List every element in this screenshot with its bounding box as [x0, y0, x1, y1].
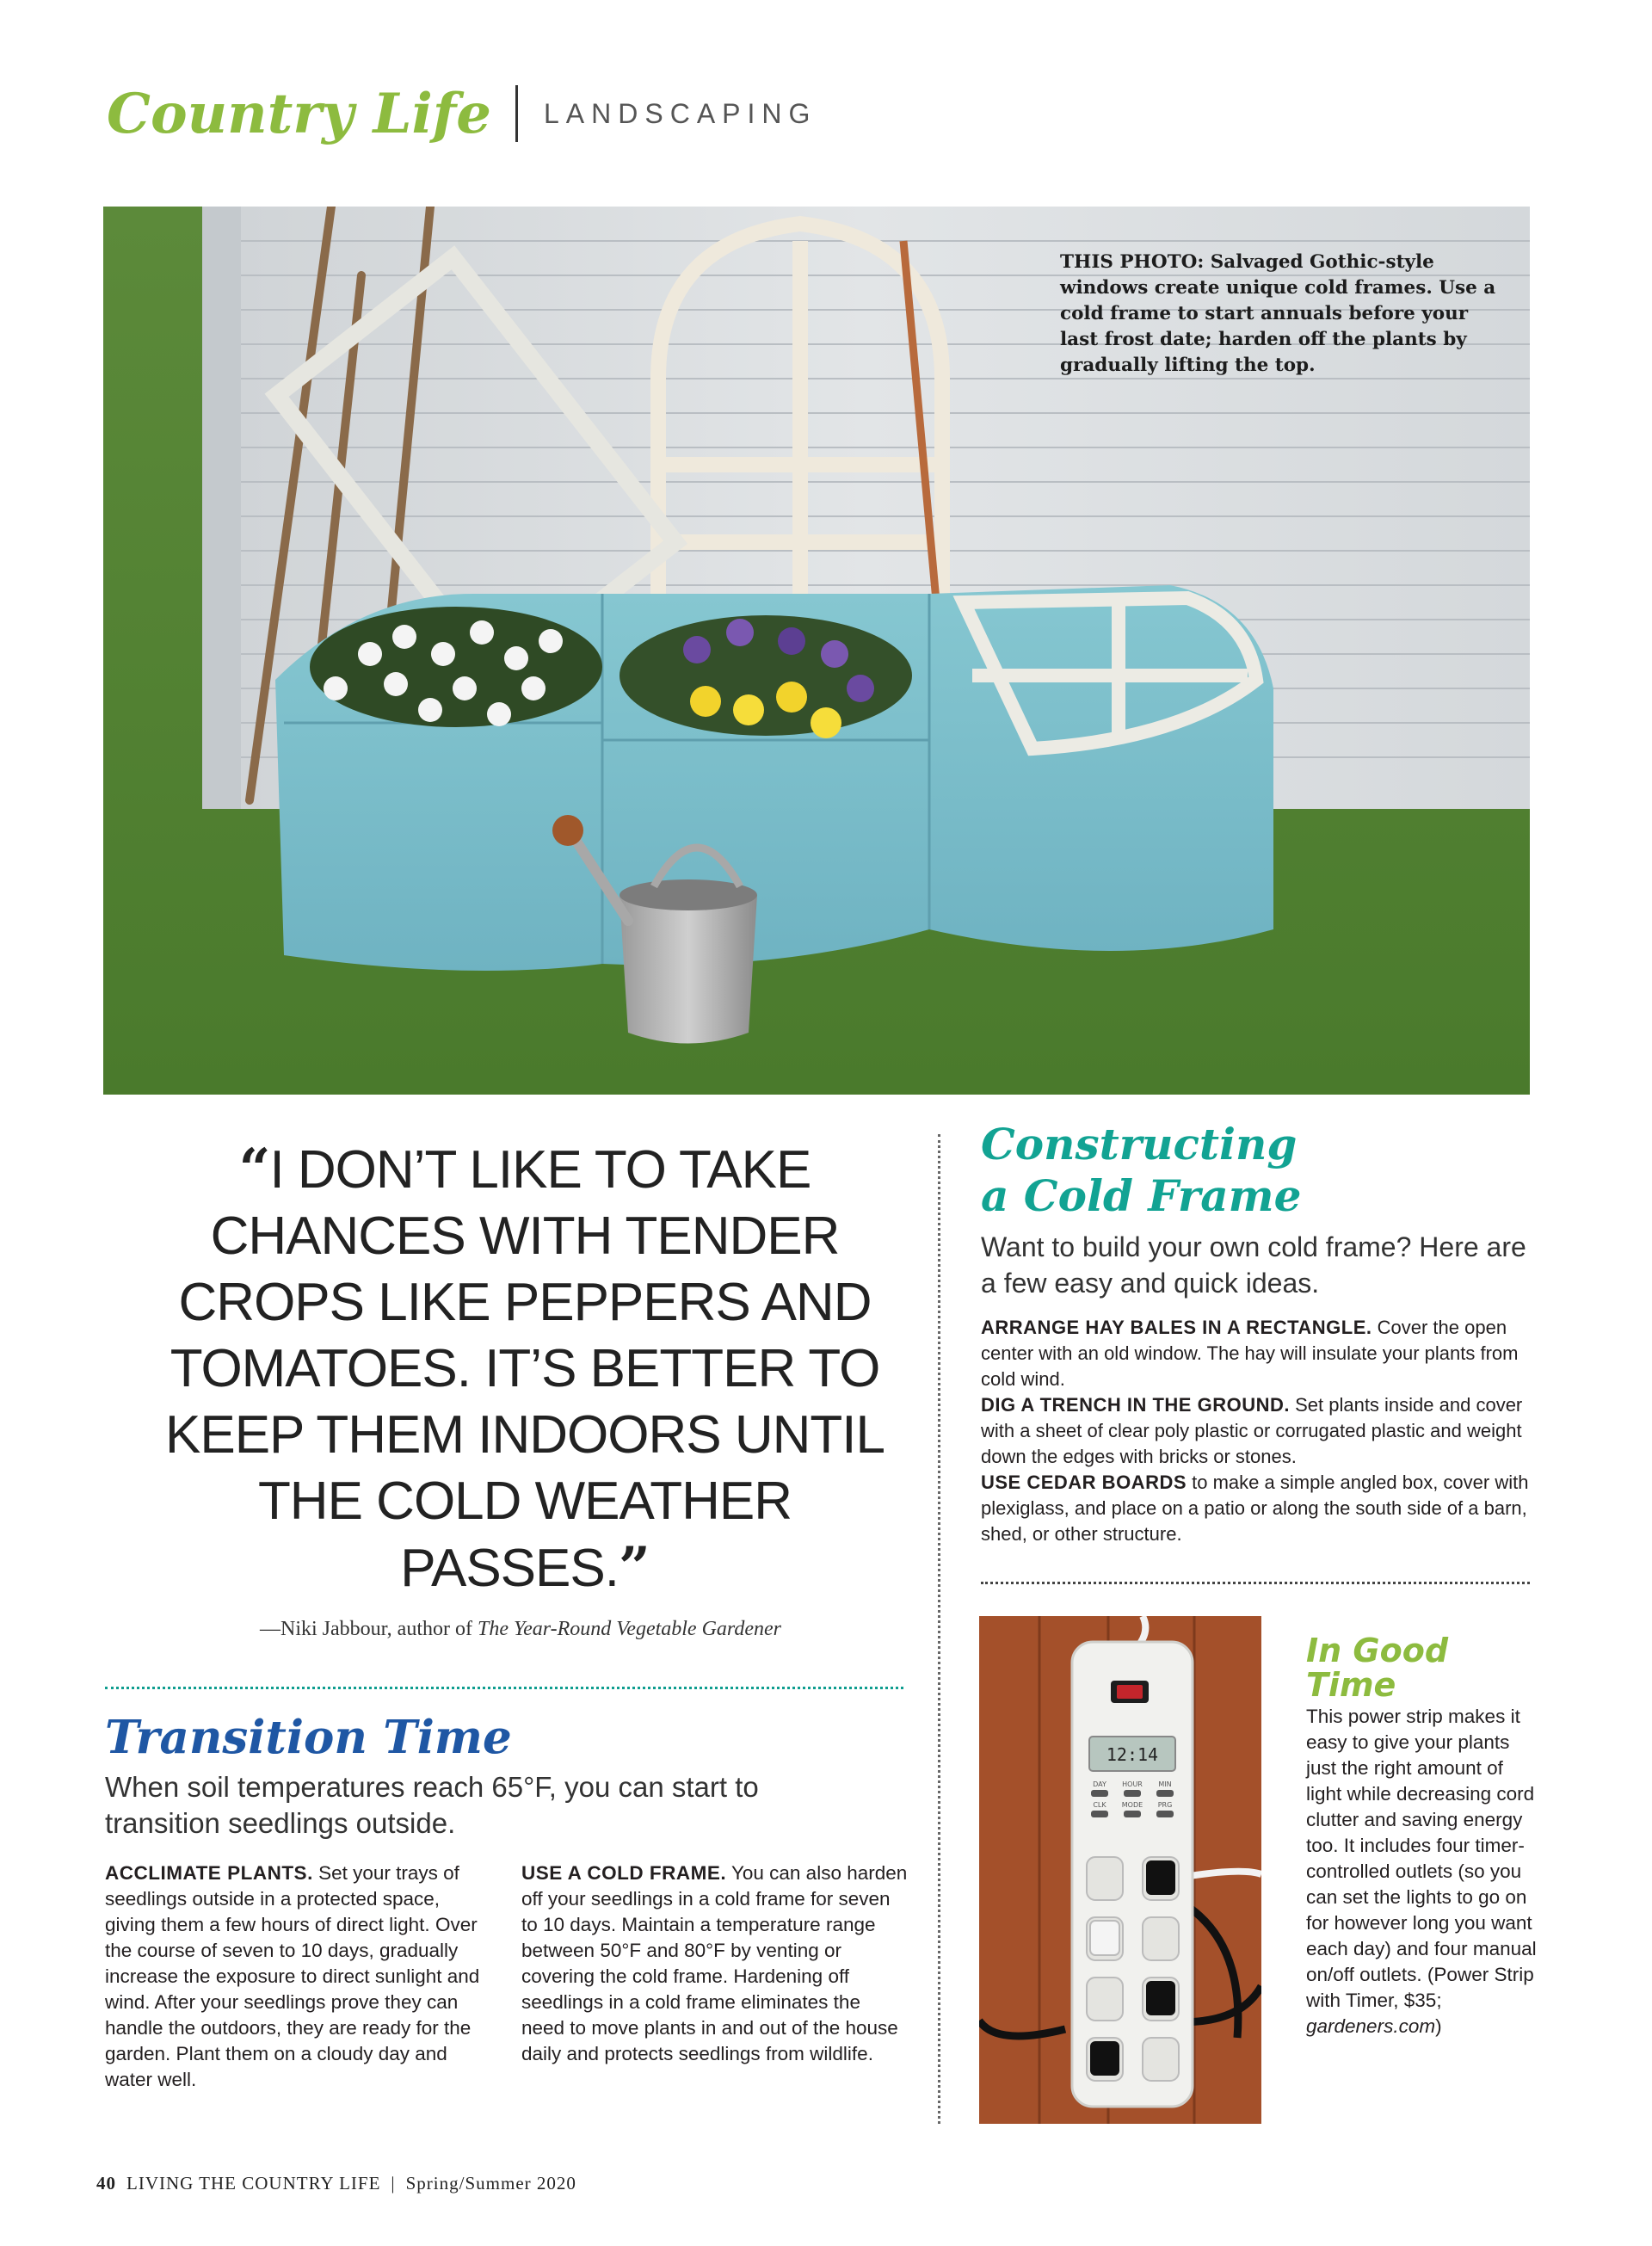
power-strip-photo [979, 1616, 1261, 2124]
button-label: PRG [1157, 1801, 1173, 1809]
button-label: MIN [1158, 1780, 1172, 1788]
list-item [981, 1392, 1540, 1470]
button-label: HOUR [1122, 1780, 1143, 1788]
section-label: LANDSCAPING [544, 97, 817, 129]
list-item [981, 1315, 1540, 1392]
transition-column-2 [521, 1860, 909, 2067]
power-strip-illustration [979, 1616, 1261, 2124]
brand-logo: Country Life [107, 81, 491, 146]
good-time-text: This power strip makes it easy to give your plants just the right amount of light while decreasing cord clutter and saving energy too. It includes four timer-controlled outlets (so you can set the lights to go on for however long you want each day) and four manual on/off outlets. (Power Strip with Timer, $35; [1306, 1706, 1537, 2011]
page-footer [96, 2173, 576, 2194]
photo-caption: THIS PHOTO: Salvaged Gothic-style windows create unique cold frames. Use a cold frame to start annuals before your last frost date; harden off the plants by gradually lifting the top. [1060, 251, 1496, 376]
column-divider [938, 1134, 940, 2124]
good-time-link[interactable]: gardeners.com [1306, 2015, 1436, 2037]
magazine-name: LIVING THE COUNTRY LIFE [126, 2173, 381, 2194]
good-time-body [1306, 1704, 1538, 2039]
issue-date: Spring/Summer 2020 [405, 2173, 576, 2194]
header-divider [515, 85, 518, 142]
list-item-lead: DIG A TRENCH IN THE GROUND. [981, 1394, 1290, 1416]
button-label: CLK [1093, 1801, 1106, 1809]
cold-frame-title-line-2: a Cold Frame [981, 1170, 1302, 1221]
column-1-text: Set your trays of seedlings outside in a protected space, giving them a few hours of direct light. Over the course of seven to 10 days, gradually increase the exposure to direct sunlight and wind. After your seedlings prove they can handle the outdoors, they are ready for the garden. Plant them on a cloudy day and water well. [105, 1862, 480, 2090]
cold-frame-title [981, 1119, 1301, 1222]
attribution-book-title: The Year-Round Vegetable Gardener [477, 1618, 782, 1640]
open-quote-mark: “ [238, 1137, 270, 1201]
footer-divider: | [391, 2173, 396, 2194]
page-number: 40 [96, 2173, 116, 2194]
pull-quote [129, 1136, 921, 1601]
cold-frame-deck: Want to build your own cold frame? Here are a few easy and quick ideas. [981, 1231, 1526, 1299]
cold-frame-title-line-1: Constructing [981, 1119, 1298, 1169]
transition-title: Transition Time [105, 1711, 512, 1764]
quote-text: I DON’T LIKE TO TAKE CHANCES WITH TENDER CROPS LIKE PEPPERS AND TOMATOES. IT’S BETTER TO KEEP THEM INDOORS UNTIL THE COLD WEATHER PASSES. [165, 1140, 885, 1598]
cold-frame-list [981, 1315, 1540, 1547]
list-item-text: Cover the open center with an old window. The hay will insulate your plants from cold wind. [981, 1317, 1519, 1390]
list-item-text: Set plants inside and cover with a sheet of clear poly plastic or corrugated plastic and weight down the edges with bricks or stones. [981, 1394, 1523, 1467]
transition-column-1 [105, 1860, 484, 2093]
list-item-lead: ARRANGE HAY BALES IN A RECTANGLE. [981, 1317, 1372, 1338]
page-header [107, 71, 817, 157]
quote-attribution [112, 1618, 929, 1641]
button-label: MODE [1121, 1801, 1143, 1809]
lcd-display: 12:14 [1106, 1744, 1159, 1765]
attribution-prefix: —Niki Jabbour, author of [259, 1618, 478, 1640]
column-1-lead: ACCLIMATE PLANTS. [105, 1862, 313, 1884]
list-item [981, 1470, 1540, 1547]
list-item-lead: USE CEDAR BOARDS [981, 1472, 1187, 1493]
close-quote-mark: ” [618, 1535, 650, 1600]
transition-deck: When soil temperatures reach 65°F, you can start to transition seedlings outside. [105, 1771, 759, 1839]
column-2-text: You can also harden off your seedlings in a cold frame for seven to 10 days. Maintain a temperature range between 50°F and 80°F by venting or covering the cold frame. Hardening off seedlings in a cold frame eliminates the need to move plants in and out of the house daily and protects seedlings from wildlife. [521, 1862, 908, 2064]
good-time-end: ) [1435, 2015, 1442, 2037]
good-time-title [1306, 1633, 1448, 1702]
good-time-title-line-1: In Good [1306, 1632, 1449, 1669]
section-divider-left [105, 1687, 903, 1689]
button-label: DAY [1093, 1780, 1106, 1788]
good-time-title-line-2: Time [1306, 1666, 1396, 1704]
column-2-lead: USE A COLD FRAME. [521, 1862, 727, 1884]
list-item-text: to make a simple angled box, cover with plexiglass, and place on a patio or along the south side of a barn, shed, or other structure. [981, 1472, 1529, 1545]
hero-photo [103, 207, 1530, 1095]
section-divider-right [981, 1582, 1530, 1584]
